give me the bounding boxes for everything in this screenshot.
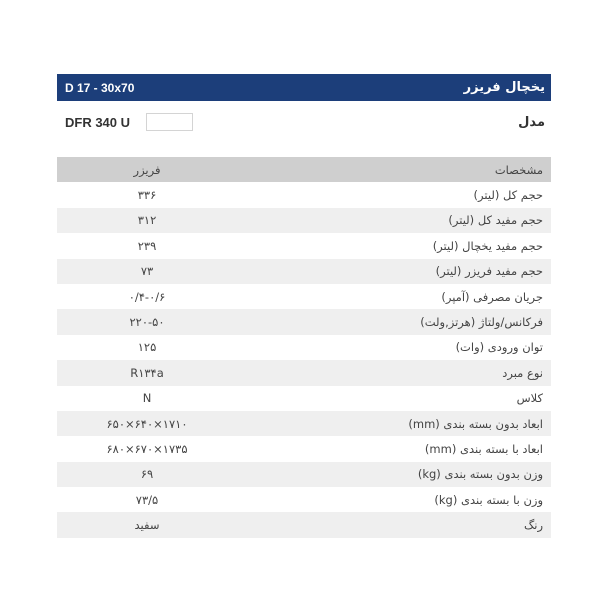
- table-row: [57, 360, 551, 385]
- table-row: [57, 335, 551, 360]
- spacer: [57, 137, 551, 157]
- table-row: [57, 411, 551, 436]
- table-row: [57, 259, 551, 284]
- spec-value: سفید: [134, 518, 160, 533]
- spec-label: حجم مفید فریزر (لیتر): [435, 264, 543, 279]
- spec-value: ۲۲۰-۵۰: [129, 315, 165, 330]
- spec-label: توان ورودی (وات): [455, 340, 543, 355]
- spec-value: ۳۱۲: [137, 213, 157, 228]
- product-title: یخچال فریزر: [463, 80, 545, 95]
- table-row: [57, 512, 551, 537]
- table-row: [57, 284, 551, 309]
- model-value-group: [65, 113, 193, 131]
- spec-value: ۲۳۹: [137, 238, 157, 253]
- table-row: [57, 436, 551, 461]
- spec-label: فرکانس/ولتاژ (هرتز,ولت): [420, 315, 543, 330]
- spec-value: R۱۳۴a: [130, 365, 164, 380]
- specs-table: [57, 157, 551, 538]
- spec-value: ۱۲۵: [137, 340, 157, 355]
- spec-label: وزن با بسته بندی (kg): [434, 492, 543, 507]
- table-row: [57, 182, 551, 207]
- model-color-swatch: [146, 113, 193, 131]
- spec-label: کلاس: [516, 391, 543, 406]
- model-value: DFR 340 U: [65, 114, 131, 130]
- product-code: D 17 - 30x70: [65, 80, 135, 95]
- table-row: [57, 487, 551, 512]
- spec-label: حجم کل (لیتر): [473, 188, 543, 203]
- model-row: [57, 107, 551, 137]
- product-header-bar: [57, 74, 551, 101]
- spec-label: نوع مبرد: [502, 365, 543, 380]
- spec-value: ۷۳: [140, 264, 154, 279]
- specs-header-row: [57, 157, 551, 182]
- column-header-label: مشخصات: [494, 162, 543, 177]
- model-label: مدل: [518, 114, 545, 130]
- spec-value: ۶۵۰×۶۴۰×۱۷۱۰: [106, 416, 188, 431]
- spec-label: جریان مصرفی (آمپر): [441, 289, 543, 304]
- table-row: [57, 208, 551, 233]
- spec-label: وزن بدون بسته بندی (kg): [417, 467, 543, 482]
- spec-value: N: [142, 391, 152, 406]
- spec-label: ابعاد بدون بسته بندی (mm): [408, 416, 543, 431]
- table-row: [57, 386, 551, 411]
- spec-value: ۶۸۰×۶۷۰×۱۷۳۵: [106, 441, 188, 456]
- spec-label: حجم مفید کل (لیتر): [448, 213, 543, 228]
- spec-label: ابعاد با بسته بندی (mm): [424, 441, 543, 456]
- table-row: [57, 462, 551, 487]
- spec-value: ۳۳۶: [137, 188, 157, 203]
- spec-value: ۰/۴-۰/۶: [128, 289, 166, 304]
- table-row: [57, 233, 551, 258]
- spec-label: حجم مفید یخچال (لیتر): [432, 238, 543, 253]
- spec-label: رنگ: [523, 518, 543, 533]
- spec-value: ۶۹: [140, 467, 154, 482]
- column-header-value: فریزر: [133, 162, 161, 177]
- spec-value: ۷۳/۵: [135, 492, 159, 507]
- table-row: [57, 309, 551, 334]
- spec-sheet: [57, 74, 551, 538]
